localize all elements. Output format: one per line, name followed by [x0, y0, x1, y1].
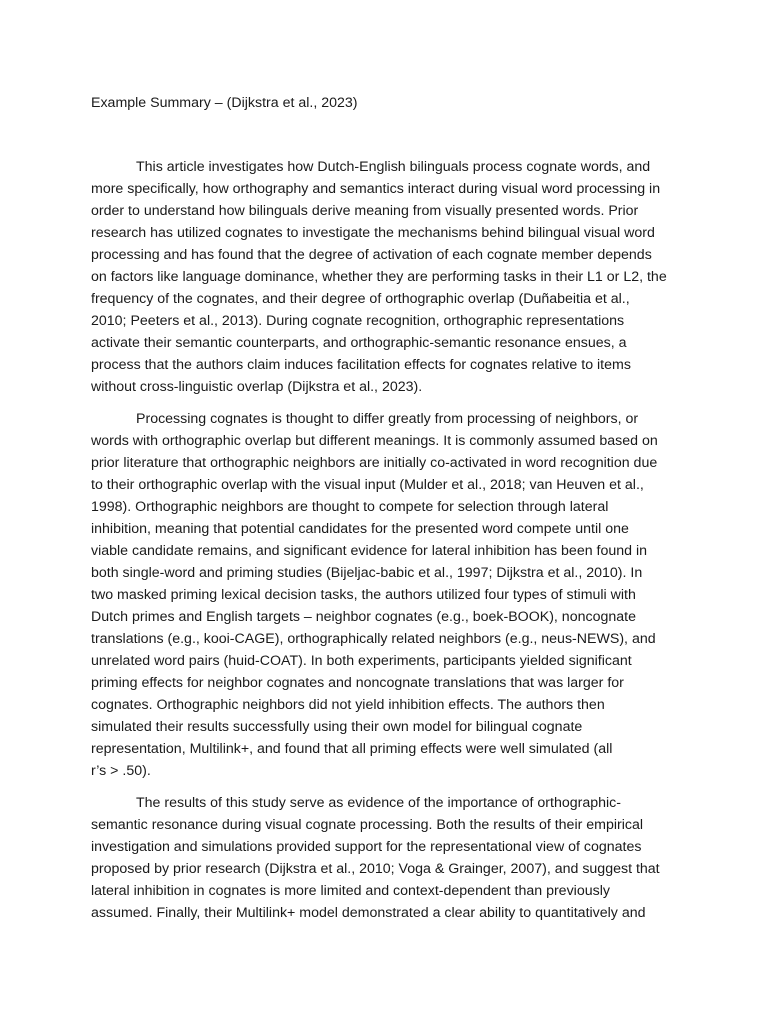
paragraph-line: The results of this study serve as evidence of the importance of orthographic- — [136, 795, 621, 811]
paragraph-line: words with orthographic overlap but different meanings. It is commonly assumed based on — [91, 433, 658, 449]
paragraph-line: on factors like language dominance, whether they are performing tasks in their L1 or L2, the — [91, 269, 667, 285]
paragraph-line: lateral inhibition in cognates is more limited and context-dependent than previously — [91, 883, 610, 899]
paragraph-line: semantic resonance during visual cognate processing. Both the results of their empirical — [91, 817, 644, 833]
paragraph-line: activate their semantic counterparts, and orthographic-semantic resonance ensues, a — [91, 335, 627, 351]
paragraph-line: proposed by prior research (Dijkstra et al., 2010; Voga & Grainger, 2007), and suggest that — [91, 861, 660, 877]
paragraph-line: prior literature that orthographic neighbors are initially co-activated in word recognition due — [91, 455, 658, 471]
paragraph-line: to their orthographic overlap with the visual input (Mulder et al., 2018; van Heuven et al., — [91, 477, 644, 493]
paragraph-line: simulated their results successfully using their own model for bilingual cognate — [91, 719, 583, 735]
paragraph-line: process that the authors claim induces facilitation effects for cognates relative to items — [91, 357, 631, 373]
paragraph-line: investigation and simulations provided support for the representational view of cognates — [91, 839, 642, 855]
paragraph-line: assumed. Finally, their Multilink+ model demonstrated a clear ability to quantitatively and — [91, 905, 646, 921]
paragraph-line: cognates. Orthographic neighbors did not yield inhibition effects. The authors then — [91, 697, 605, 713]
paragraph-line: two masked priming lexical decision tasks, the authors utilized four types of stimuli with — [91, 587, 636, 603]
paragraph-line: 1998). Orthographic neighbors are thought to compete for selection through lateral — [91, 499, 609, 515]
paragraph-line: Processing cognates is thought to differ greatly from processing of neighbors, or — [136, 411, 639, 427]
paragraph-line: priming effects for neighbor cognates and noncognate translations that was larger for — [91, 675, 624, 691]
paragraph-2 — [91, 408, 683, 782]
paragraph-line: inhibition, meaning that potential candidates for the presented word compete until one — [91, 521, 629, 537]
paragraph-line: unrelated word pairs (huid-COAT). In both experiments, participants yielded significant — [91, 653, 632, 669]
paragraph-line: This article investigates how Dutch-English bilinguals process cognate words, and — [136, 159, 651, 175]
paragraph-line: frequency of the cognates, and their degree of orthographic overlap (Duñabeitia et al., — [91, 291, 630, 307]
paragraph-line: both single-word and priming studies (Bijeljac-babic et al., 1997; Dijkstra et al., 2010). In — [91, 565, 643, 581]
paragraph-3 — [91, 792, 683, 924]
paragraph-line: 2010; Peeters et al., 2013). During cognate recognition, orthographic representations — [91, 313, 625, 329]
paragraph-line: translations (e.g., kooi-CAGE), orthographically related neighbors (e.g., neus-NEWS), and — [91, 631, 656, 647]
paragraph-line: Dutch primes and English targets – neighbor cognates (e.g., boek-BOOK), noncognate — [91, 609, 636, 625]
paragraph-line: more specifically, how orthography and semantics interact during visual word processing in — [91, 181, 661, 197]
paragraph-1 — [91, 156, 683, 398]
paragraph-line: viable candidate remains, and significant evidence for lateral inhibition has been found in — [91, 543, 648, 559]
paragraph-line: order to understand how bilinguals derive meaning from visually presented words. Prior — [91, 203, 639, 219]
paragraph-line: research has utilized cognates to investigate the mechanisms behind bilingual visual word — [91, 225, 655, 241]
paragraph-line: representation, Multilink+, and found that all priming effects were well simulated (all — [91, 741, 613, 757]
document-heading: Example Summary – (Dijkstra et al., 2023) — [91, 95, 358, 111]
paragraph-line: r’s > .50). — [91, 763, 151, 779]
paragraph-line: without cross-linguistic overlap (Dijkstra et al., 2023). — [91, 379, 423, 395]
paragraph-line: processing and has found that the degree of activation of each cognate member depends — [91, 247, 652, 263]
